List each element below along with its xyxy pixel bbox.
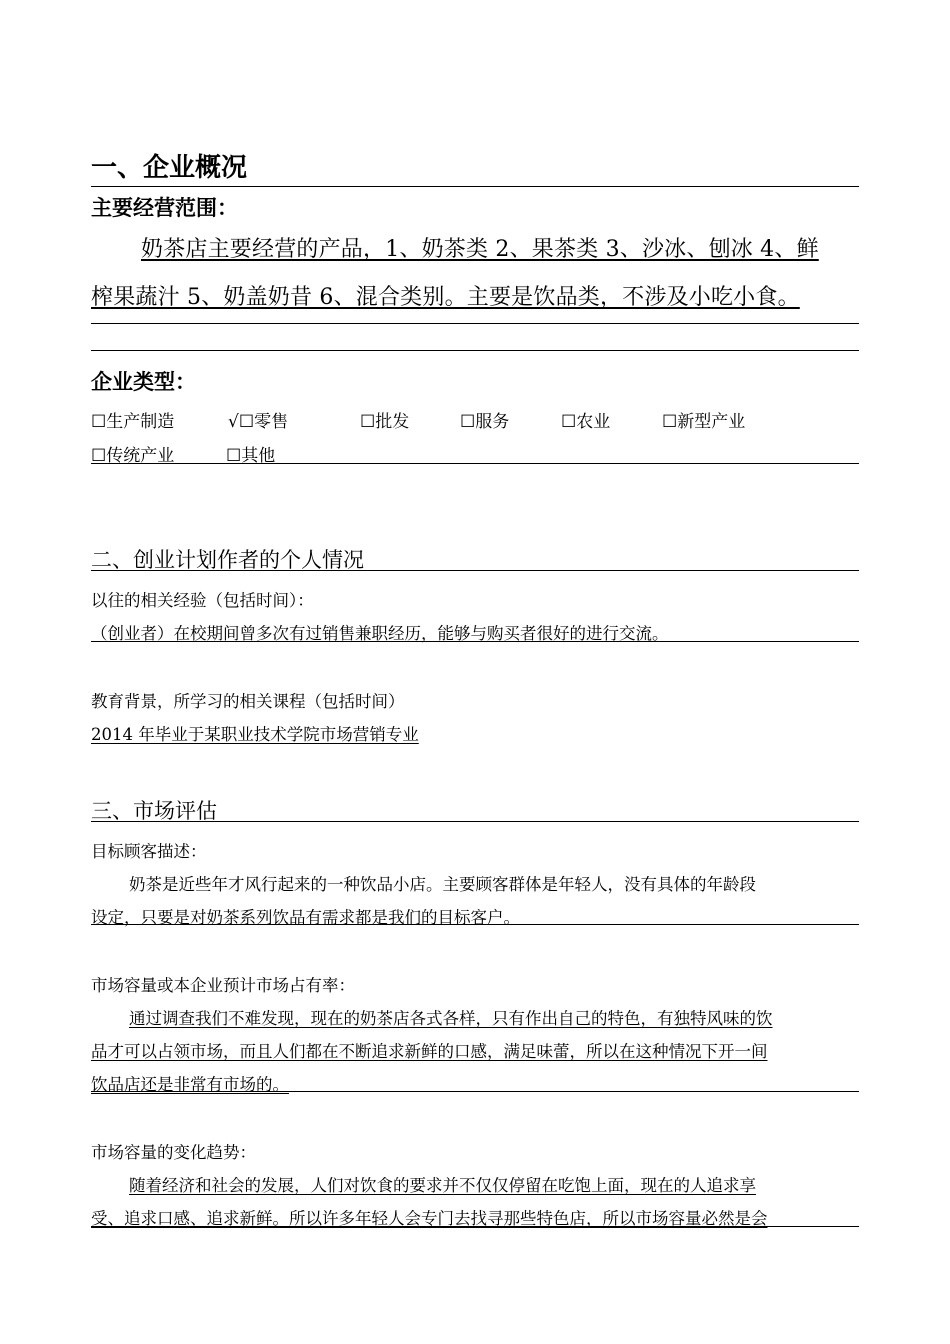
divider (91, 924, 859, 925)
checkbox-icon: ☐ (662, 412, 678, 432)
option-new-industry[interactable]: ☐新型产业 (662, 412, 746, 432)
education-label: 教育背景，所学习的相关课程（包括时间） (91, 692, 405, 711)
divider (91, 821, 859, 822)
divider (91, 570, 859, 571)
option-other[interactable]: ☐其他 (226, 446, 276, 466)
checkbox-icon: ☐ (91, 412, 107, 432)
market-capacity-line-1: 通过调查我们不难发现，现在的奶茶店各式各样，只有作出自己的特色，有独特风味的饮 (129, 1009, 773, 1028)
enterprise-type-label: 企业类型： (91, 370, 196, 394)
option-wholesale[interactable]: ☐批发 (360, 412, 410, 432)
market-capacity-line-3: 饮品店还是非常有市场的。 (91, 1075, 289, 1094)
section-1-title: 一、企业概况 (91, 153, 248, 183)
section-2-title: 二、创业计划作者的个人情况 (91, 548, 364, 572)
section-3-title: 三、市场评估 (91, 799, 217, 823)
business-scope-label: 主要经营范围： (91, 196, 238, 220)
divider (91, 463, 859, 464)
divider (91, 1091, 859, 1092)
checked-checkbox-icon: √☐ (228, 412, 255, 432)
capacity-trend-line-1: 随着经济和社会的发展，人们对饮食的要求并不仅仅停留在吃饱上面，现在的人追求享 (129, 1176, 756, 1195)
checkbox-icon: ☐ (460, 412, 476, 432)
capacity-trend-label: 市场容量的变化趋势： (91, 1143, 256, 1162)
capacity-trend-line-2: 受、追求口感、追求新鲜。所以许多年轻人会专门去找寻那些特色店，所以市场容量必然是会 (91, 1209, 768, 1228)
target-customer-label: 目标顾客描述： (91, 842, 207, 861)
checkbox-icon: ☐ (360, 412, 376, 432)
business-scope-line-2: 榨果蔬汁 5、奶盖奶昔 6、混合类别。主要是饮品类，不涉及小吃小食。 (91, 285, 800, 310)
blank-line (91, 350, 859, 351)
market-capacity-label: 市场容量或本企业预计市场占有率： (91, 976, 355, 995)
option-traditional-industry[interactable]: ☐传统产业 (91, 446, 175, 466)
divider (91, 641, 859, 642)
experience-label: 以往的相关经验（包括时间）： (91, 591, 314, 610)
experience-text: （创业者）在校期间曾多次有过销售兼职经历，能够与购买者很好的进行交流。 (91, 624, 669, 643)
business-scope-line-1: 奶茶店主要经营的产品，1、奶茶类 2、果茶类 3、沙冰、刨冰 4、鲜 (141, 237, 819, 262)
divider (91, 186, 859, 187)
checkbox-icon: ☐ (226, 446, 242, 466)
checkbox-icon: ☐ (561, 412, 577, 432)
checkbox-icon: ☐ (91, 446, 107, 466)
option-manufacturing[interactable]: ☐生产制造 (91, 412, 175, 432)
education-text: 2014 年毕业于某职业技术学院市场营销专业 (91, 725, 419, 744)
option-service[interactable]: ☐服务 (460, 412, 510, 432)
option-retail[interactable]: √☐零售 (228, 412, 289, 432)
target-customer-line-1: 奶茶是近些年才风行起来的一种饮品小店。主要顾客群体是年轻人，没有具体的年龄段 (129, 875, 756, 894)
target-customer-line-2: 设定，只要是对奶茶系列饮品有需求都是我们的目标客户。 (91, 908, 520, 927)
option-agriculture[interactable]: ☐农业 (561, 412, 611, 432)
divider (91, 1226, 859, 1227)
blank-line (91, 323, 859, 324)
market-capacity-line-2: 品才可以占领市场，而且人们都在不断追求新鲜的口感，满足味蕾，所以在这种情况下开一间 (91, 1042, 768, 1061)
